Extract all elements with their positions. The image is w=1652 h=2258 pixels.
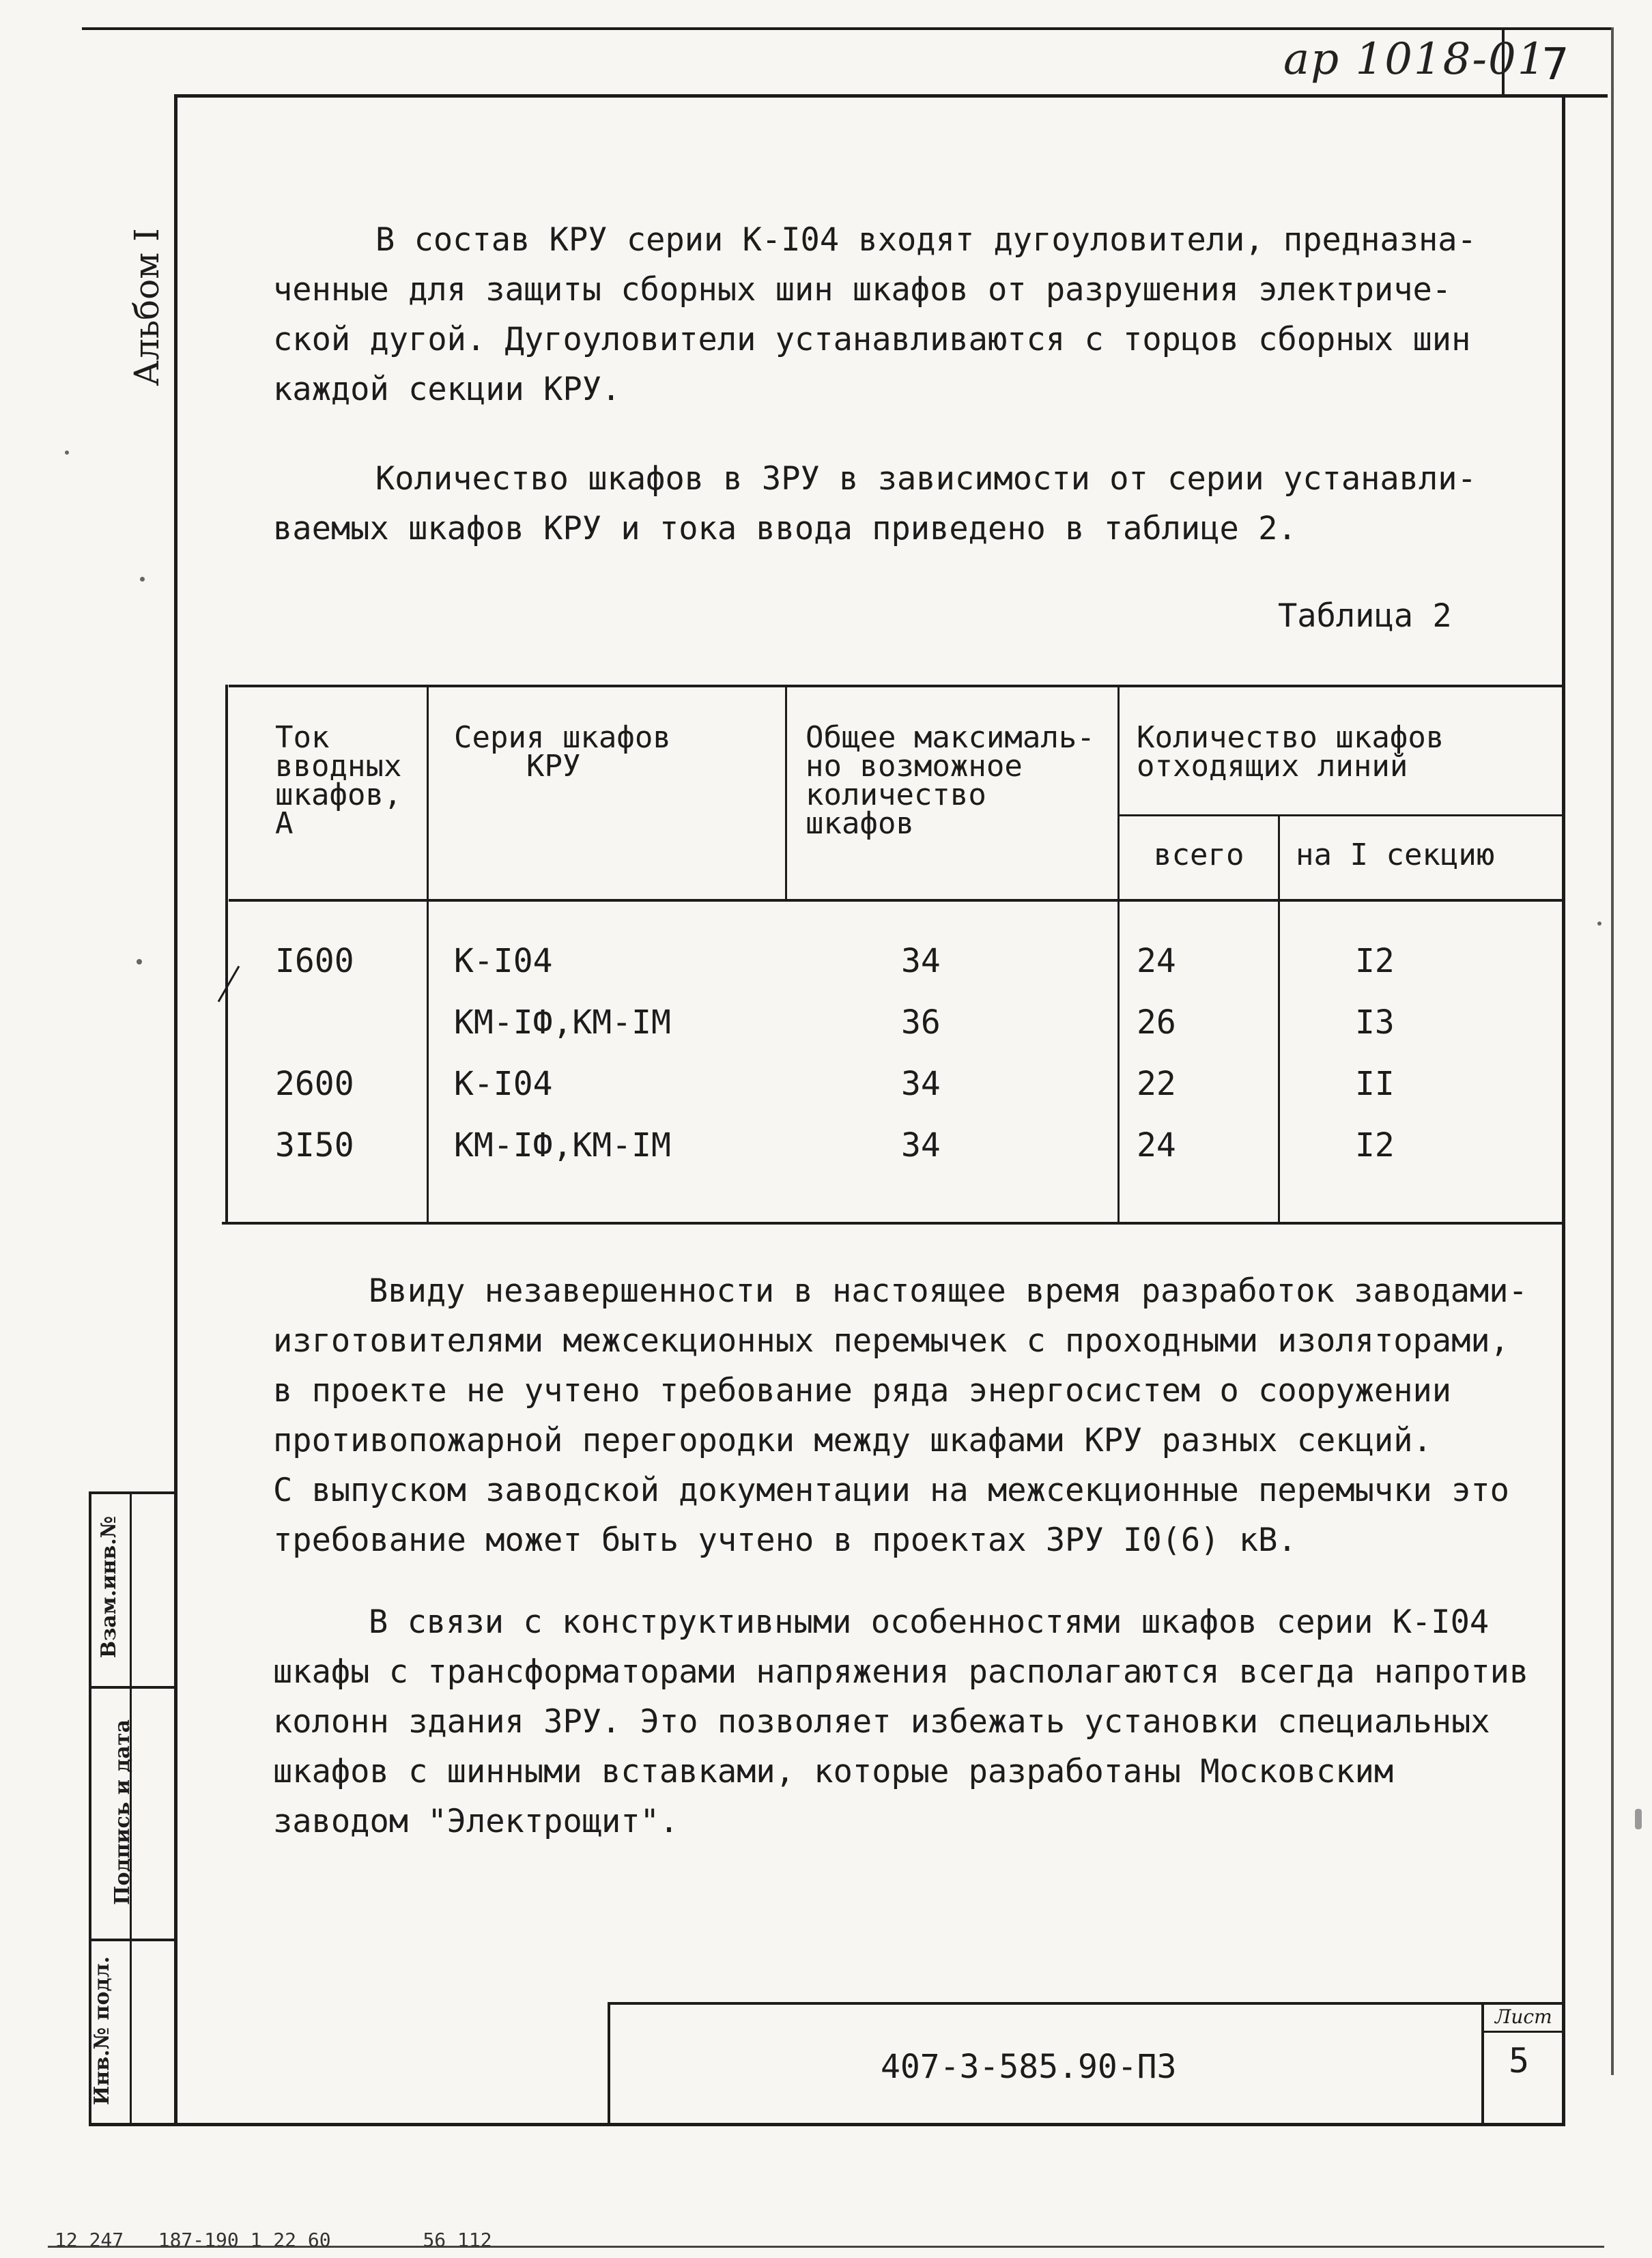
sheet-number: 5: [1509, 2041, 1530, 2081]
frame-top: [82, 27, 1611, 30]
row3-series: К-I04: [454, 1065, 553, 1103]
table-col-1: [427, 685, 429, 1224]
album-label: Альбом I: [127, 228, 167, 386]
header-series: Серия шкафов КРУ: [454, 720, 671, 784]
row4-lines-section: I2: [1355, 1126, 1395, 1164]
table-caption: Таблица 2: [1278, 597, 1452, 635]
row1-lines-section: I2: [1355, 942, 1395, 980]
title-block-sheet-label-line: [1481, 2031, 1563, 2033]
row3-total: 34: [901, 1065, 941, 1103]
row1-series: К-I04: [454, 942, 553, 980]
header-code: ар 1018-01: [1283, 34, 1547, 85]
title-block-sheet-divider: [1481, 2002, 1484, 2125]
row4-lines-total: 24: [1137, 1126, 1176, 1164]
stamp-signature: Подпись и дата: [111, 1719, 134, 1905]
header-total: всего: [1154, 838, 1244, 872]
header-outgoing-lines: Количество шкафов отходящих линий: [1137, 720, 1444, 784]
title-block-left: [608, 2002, 610, 2125]
frame-bottom: [89, 2123, 1565, 2126]
scan-speck: [65, 451, 69, 455]
p4-line: шкафы с трансформаторами напряжения располагаются всегда напротив: [273, 1653, 1529, 1691]
p3-line: С выпуском заводской документации на межсекционные перемычки это: [273, 1472, 1509, 1509]
header-per-section: на I секцию: [1296, 838, 1495, 872]
header-current: Ток вводных шкафов, А: [275, 720, 402, 841]
row2-lines-section: I3: [1355, 1003, 1395, 1042]
p1-line: каждой секции КРУ.: [273, 371, 621, 408]
row2-lines-total: 26: [1137, 1003, 1176, 1042]
table-row-tick: [218, 966, 240, 1002]
row2-total: 36: [901, 1003, 941, 1042]
p4-line: В связи с конструктивными особенностями шкафов серии К-I04: [369, 1603, 1490, 1641]
footer-text: 12 247 187-190 1 22 60 56 112: [55, 2229, 492, 2251]
p1-line: В состав КРУ серии К-I04 входят дугоуловители, предназна-: [375, 221, 1477, 259]
p1-line: ченные для защиты сборных шин шкафов от разрушения электриче-: [273, 271, 1452, 309]
scan-speck: [1597, 921, 1601, 926]
p3-line: противопожарной перегородки между шкафами КРУ разных секций.: [273, 1422, 1432, 1459]
p2-line: ваемых шкафов КРУ и тока ввода приведено в таблице 2.: [273, 510, 1297, 547]
scan-speck: [140, 577, 145, 582]
table-col-4: [1278, 814, 1280, 1224]
p4-line: колонн здания ЗРУ. Это позволяет избежать установки специальных: [273, 1703, 1490, 1741]
p4-line: заводом "Электрощит".: [273, 1803, 679, 1840]
frame-left: [174, 94, 177, 2125]
table-bottom: [222, 1222, 1562, 1225]
paragraph-3: [273, 1266, 1556, 1565]
p3-line: изготовителями межсекционных перемычек с проходными изоляторами,: [273, 1322, 1509, 1360]
stamp-strip-div2: [89, 1939, 177, 1941]
stamp-inventory: Инв.№ подл.: [90, 1956, 114, 2106]
row1-total: 34: [901, 942, 941, 980]
table-col-left: [225, 685, 228, 1224]
row3-lines-section: II: [1355, 1065, 1395, 1103]
paragraph-4: [273, 1597, 1556, 1846]
row2-series: КМ-IФ,КМ-IМ: [454, 1003, 671, 1042]
row4-series: КМ-IФ,КМ-IМ: [454, 1126, 671, 1164]
p3-line: в проекте не учтено требование ряда энергосистем о сооружении: [273, 1372, 1452, 1410]
scan-speck: [1635, 1809, 1642, 1829]
row1-lines-total: 24: [1137, 942, 1176, 980]
header-max-count: Общее максималь- но возможное количество шкафов: [806, 720, 1095, 841]
table-subheader-line: [1117, 814, 1562, 816]
p3-line: Ввиду незавершенности в настоящее время разработок заводами-: [369, 1272, 1528, 1310]
frame-top-inner: [174, 94, 1608, 98]
table-col-2: [785, 685, 787, 899]
paragraph-2: [273, 454, 1556, 554]
row3-lines-total: 22: [1137, 1065, 1176, 1103]
stamp-replacement: Взам.инв.№: [97, 1515, 121, 1659]
p4-line: шкафов с шинными вставками, которые разработаны Московским: [273, 1753, 1394, 1790]
frame-right: [1562, 94, 1565, 2125]
row4-total: 34: [901, 1126, 941, 1164]
row4-current: 3I50: [275, 1126, 354, 1164]
p2-line: Количество шкафов в ЗРУ в зависимости от серии устанавли-: [375, 460, 1477, 498]
table-col-3: [1117, 685, 1120, 1224]
stamp-strip-div1: [89, 1686, 177, 1689]
title-block-top: [608, 2002, 1563, 2005]
frame-right-outer: [1611, 27, 1614, 2075]
header-sheet-number: 7: [1541, 40, 1569, 90]
p3-line: требование может быть учтено в проектах ЗРУ I0(6) кВ.: [273, 1521, 1297, 1559]
paragraph-1: [273, 215, 1556, 414]
sheet-label: Лист: [1495, 2005, 1552, 2028]
scan-speck: [137, 959, 142, 964]
document-code: 407-3-585.90-ПЗ: [881, 2048, 1177, 2086]
row3-current: 2600: [275, 1065, 354, 1103]
p1-line: ской дугой. Дугоуловители устанавливаются с торцов сборных шин: [273, 321, 1471, 358]
row1-current: I600: [275, 942, 354, 980]
